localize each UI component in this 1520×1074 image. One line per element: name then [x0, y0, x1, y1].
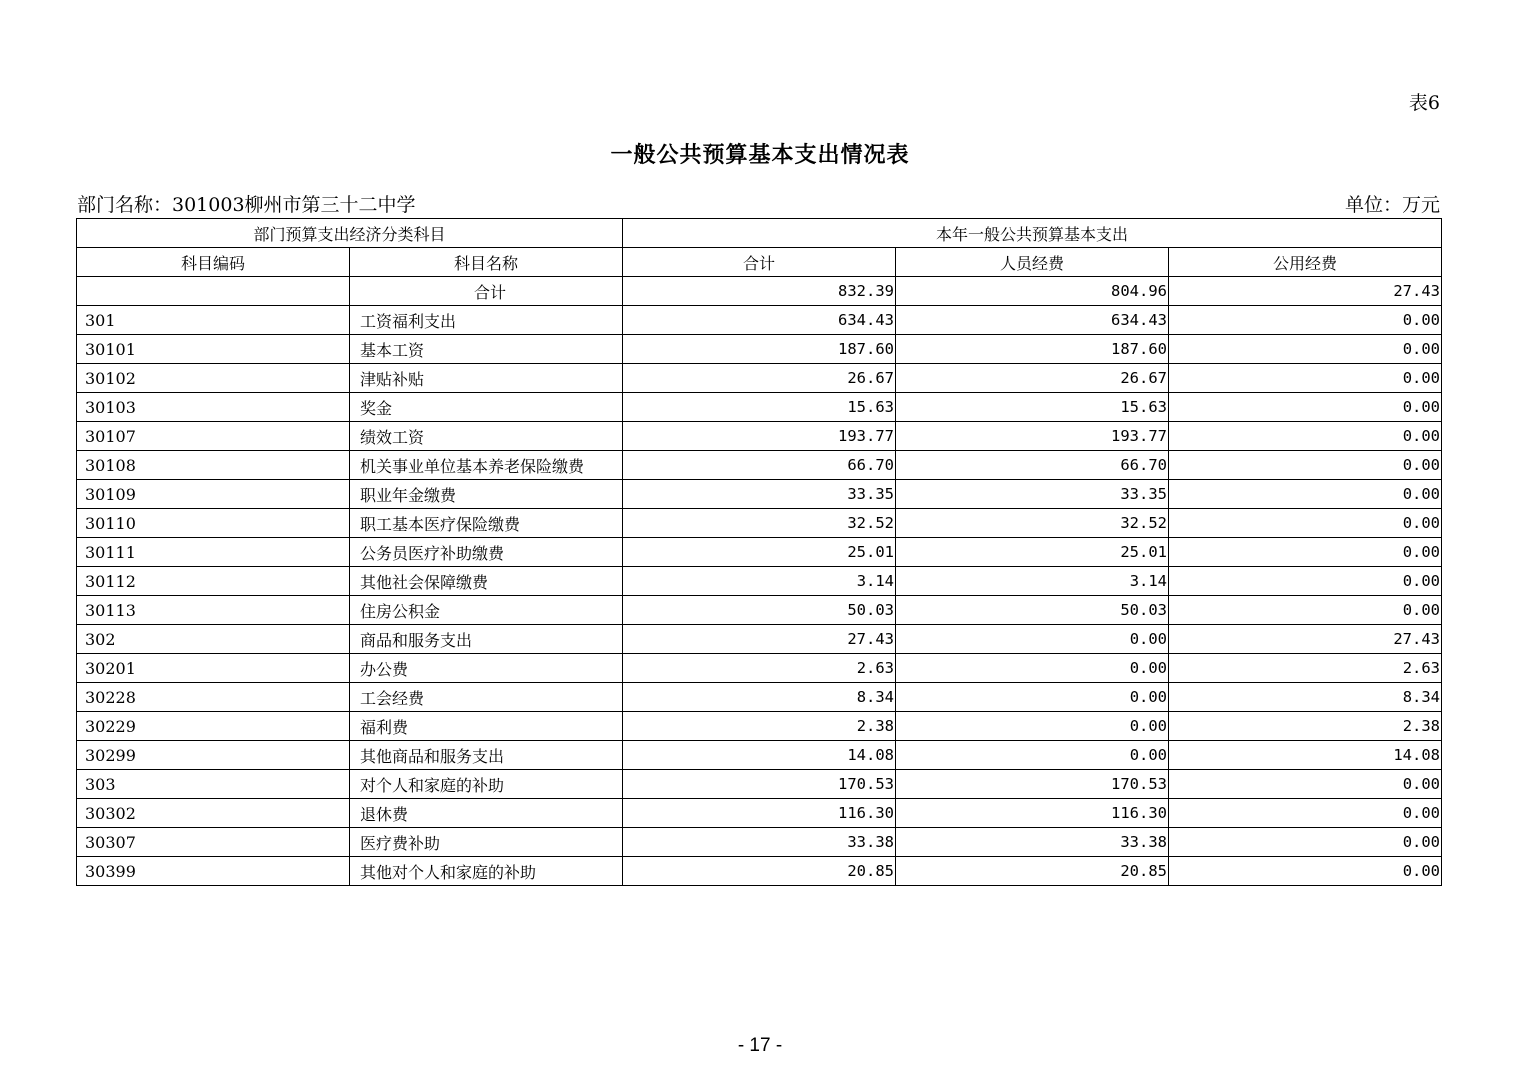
- cell-personnel: 50.03: [896, 596, 1169, 625]
- cell-public: 0.00: [1169, 828, 1442, 857]
- cell-total: 26.67: [623, 364, 896, 393]
- cell-name: 绩效工资: [350, 422, 623, 451]
- cell-total: 33.38: [623, 828, 896, 857]
- cell-name: 职工基本医疗保险缴费: [350, 509, 623, 538]
- cell-code: 30109: [77, 480, 350, 509]
- cell-public: 2.63: [1169, 654, 1442, 683]
- cell-personnel: 33.35: [896, 480, 1169, 509]
- cell-public: 8.34: [1169, 683, 1442, 712]
- cell-personnel: 0.00: [896, 654, 1169, 683]
- column-header-name: 科目名称: [350, 248, 623, 277]
- group-header-classification: 部门预算支出经济分类科目: [77, 219, 623, 248]
- cell-total: 8.34: [623, 683, 896, 712]
- cell-total: 170.53: [623, 770, 896, 799]
- cell-total: 27.43: [623, 625, 896, 654]
- column-header-personnel: 人员经费: [896, 248, 1169, 277]
- cell-code: 30107: [77, 422, 350, 451]
- cell-name: 津贴补贴: [350, 364, 623, 393]
- column-header-public: 公用经费: [1169, 248, 1442, 277]
- column-header-row: [77, 248, 1442, 277]
- table-row: [77, 422, 1442, 451]
- cell-personnel: 3.14: [896, 567, 1169, 596]
- cell-total: 32.52: [623, 509, 896, 538]
- cell-public: 0.00: [1169, 857, 1442, 886]
- cell-code: 30103: [77, 393, 350, 422]
- table-row: [77, 335, 1442, 364]
- table-row: [77, 567, 1442, 596]
- cell-name: 医疗费补助: [350, 828, 623, 857]
- cell-total: 2.38: [623, 712, 896, 741]
- table-row: [77, 364, 1442, 393]
- table-row: [77, 683, 1442, 712]
- table-row: [77, 857, 1442, 886]
- cell-public: 0.00: [1169, 480, 1442, 509]
- cell-personnel: 32.52: [896, 509, 1169, 538]
- cell-code: 30102: [77, 364, 350, 393]
- cell-public: 27.43: [1169, 625, 1442, 654]
- cell-name: 对个人和家庭的补助: [350, 770, 623, 799]
- table-row: [77, 770, 1442, 799]
- cell-name: 福利费: [350, 712, 623, 741]
- cell-total: 187.60: [623, 335, 896, 364]
- cell-personnel: 26.67: [896, 364, 1169, 393]
- cell-code: 30201: [77, 654, 350, 683]
- cell-name: 职业年金缴费: [350, 480, 623, 509]
- cell-public: 27.43: [1169, 277, 1442, 306]
- cell-code: 30113: [77, 596, 350, 625]
- cell-code: 30110: [77, 509, 350, 538]
- cell-name: 其他对个人和家庭的补助: [350, 857, 623, 886]
- cell-personnel: 0.00: [896, 683, 1169, 712]
- table-row: [77, 306, 1442, 335]
- cell-total: 193.77: [623, 422, 896, 451]
- cell-public: 0.00: [1169, 335, 1442, 364]
- cell-code: [77, 277, 350, 306]
- cell-total: 25.01: [623, 538, 896, 567]
- table-row: [77, 625, 1442, 654]
- table-row: [77, 596, 1442, 625]
- table-row: [77, 712, 1442, 741]
- cell-total: 33.35: [623, 480, 896, 509]
- cell-personnel: 634.43: [896, 306, 1169, 335]
- cell-public: 14.08: [1169, 741, 1442, 770]
- cell-personnel: 804.96: [896, 277, 1169, 306]
- column-header-code: 科目编码: [77, 248, 350, 277]
- cell-total: 20.85: [623, 857, 896, 886]
- table-row: [77, 509, 1442, 538]
- cell-name: 机关事业单位基本养老保险缴费: [350, 451, 623, 480]
- table-row: [77, 741, 1442, 770]
- page-title: 一般公共预算基本支出情况表: [610, 142, 910, 168]
- cell-code: 30111: [77, 538, 350, 567]
- cell-public: 0.00: [1169, 364, 1442, 393]
- cell-code: 30112: [77, 567, 350, 596]
- cell-name: 其他社会保障缴费: [350, 567, 623, 596]
- group-header-row: [77, 219, 1442, 248]
- cell-code: 30108: [77, 451, 350, 480]
- table-row: [77, 451, 1442, 480]
- cell-code: 301: [77, 306, 350, 335]
- cell-public: 0.00: [1169, 509, 1442, 538]
- cell-total: 66.70: [623, 451, 896, 480]
- page-number: - 17 -: [737, 1035, 783, 1056]
- cell-personnel: 66.70: [896, 451, 1169, 480]
- cell-personnel: 20.85: [896, 857, 1169, 886]
- cell-public: 0.00: [1169, 538, 1442, 567]
- cell-code: 303: [77, 770, 350, 799]
- cell-total: 3.14: [623, 567, 896, 596]
- cell-code: 302: [77, 625, 350, 654]
- cell-personnel: 0.00: [896, 741, 1169, 770]
- cell-personnel: 0.00: [896, 712, 1169, 741]
- department-name: 部门名称：301003柳州市第三十二中学: [77, 194, 416, 216]
- table-row: [77, 799, 1442, 828]
- cell-public: 0.00: [1169, 567, 1442, 596]
- cell-total: 15.63: [623, 393, 896, 422]
- cell-name: 办公费: [350, 654, 623, 683]
- cell-name: 退休费: [350, 799, 623, 828]
- table-row: [77, 828, 1442, 857]
- unit-label: 单位：万元: [1344, 194, 1440, 216]
- cell-code: 30307: [77, 828, 350, 857]
- group-header-expenditure: 本年一般公共预算基本支出: [623, 219, 1442, 248]
- total-row: [77, 277, 1442, 306]
- cell-name: 奖金: [350, 393, 623, 422]
- table-row: [77, 538, 1442, 567]
- table-row: [77, 393, 1442, 422]
- table-row: [77, 654, 1442, 683]
- cell-code: 30228: [77, 683, 350, 712]
- cell-code: 30299: [77, 741, 350, 770]
- cell-name: 其他商品和服务支出: [350, 741, 623, 770]
- cell-public: 0.00: [1169, 596, 1442, 625]
- cell-total: 14.08: [623, 741, 896, 770]
- cell-personnel: 170.53: [896, 770, 1169, 799]
- cell-personnel: 33.38: [896, 828, 1169, 857]
- cell-public: 2.38: [1169, 712, 1442, 741]
- cell-name: 工资福利支出: [350, 306, 623, 335]
- cell-public: 0.00: [1169, 770, 1442, 799]
- cell-public: 0.00: [1169, 393, 1442, 422]
- cell-code: 30399: [77, 857, 350, 886]
- cell-personnel: 0.00: [896, 625, 1169, 654]
- cell-public: 0.00: [1169, 451, 1442, 480]
- cell-name: 住房公积金: [350, 596, 623, 625]
- cell-code: 30229: [77, 712, 350, 741]
- cell-personnel: 116.30: [896, 799, 1169, 828]
- table-number: 表6: [1408, 92, 1440, 114]
- cell-public: 0.00: [1169, 799, 1442, 828]
- cell-public: 0.00: [1169, 422, 1442, 451]
- cell-name: 商品和服务支出: [350, 625, 623, 654]
- cell-personnel: 25.01: [896, 538, 1169, 567]
- cell-total: 634.43: [623, 306, 896, 335]
- cell-name: 工会经费: [350, 683, 623, 712]
- cell-code: 30302: [77, 799, 350, 828]
- cell-total: 2.63: [623, 654, 896, 683]
- cell-personnel: 15.63: [896, 393, 1169, 422]
- budget-table: [76, 218, 1442, 886]
- cell-personnel: 193.77: [896, 422, 1169, 451]
- cell-public: 0.00: [1169, 306, 1442, 335]
- column-header-total: 合计: [623, 248, 896, 277]
- cell-total: 50.03: [623, 596, 896, 625]
- cell-name: 合计: [350, 277, 623, 306]
- cell-total: 832.39: [623, 277, 896, 306]
- cell-total: 116.30: [623, 799, 896, 828]
- table-row: [77, 480, 1442, 509]
- cell-name: 公务员医疗补助缴费: [350, 538, 623, 567]
- cell-personnel: 187.60: [896, 335, 1169, 364]
- cell-code: 30101: [77, 335, 350, 364]
- cell-name: 基本工资: [350, 335, 623, 364]
